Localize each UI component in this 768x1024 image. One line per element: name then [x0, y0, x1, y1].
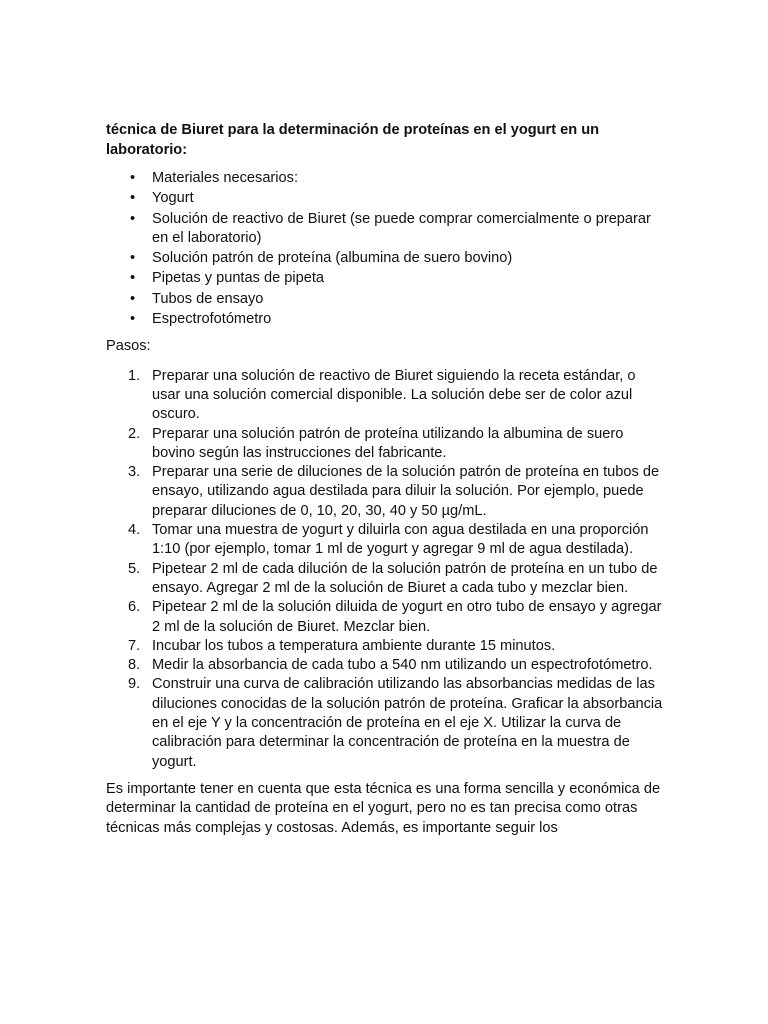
bullet-icon: •: [130, 210, 136, 227]
step-number: 7.: [128, 637, 141, 654]
list-item: [106, 210, 666, 249]
step-item: [106, 425, 666, 464]
step-text: Pipetear 2 ml de la solución diluida de yogurt en otro tubo de ensayo y agregar 2 ml de la solución de Biuret. Mezclar bien.: [152, 599, 662, 635]
list-item-text: Tubos de ensayo: [152, 290, 264, 307]
step-item: [106, 521, 666, 560]
step-number: 2.: [128, 425, 141, 442]
step-text: Medir la absorbancia de cada tubo a 540 nm utilizando un espectrofotómetro.: [152, 657, 653, 674]
list-item: [106, 189, 666, 208]
bullet-icon: •: [130, 290, 136, 307]
list-item: [106, 269, 666, 288]
step-item: [106, 675, 666, 771]
list-item-text: Solución patrón de proteína (albumina de suero bovino): [152, 250, 513, 267]
list-item-text: Espectrofotómetro: [152, 311, 272, 328]
step-number: 1.: [128, 367, 141, 384]
list-item: [106, 310, 666, 329]
step-number: 5.: [128, 560, 141, 577]
step-text: Preparar una solución patrón de proteína utilizando la albumina de suero bovino según las instrucciones del fabricante.: [152, 425, 624, 461]
list-item-text: Solución de reactivo de Biuret (se puede comprar comercialmente o preparar en el laboratorio): [152, 210, 651, 246]
bullet-icon: •: [130, 190, 136, 207]
list-item-text: Pipetas y puntas de pipeta: [152, 270, 325, 287]
steps-list: [106, 367, 666, 772]
list-item: [106, 249, 666, 268]
step-number: 8.: [128, 657, 141, 674]
step-text: Incubar los tubos a temperatura ambiente durante 15 minutos.: [152, 637, 556, 654]
materials-list: [106, 169, 666, 329]
step-item: [106, 463, 666, 521]
bullet-icon: •: [130, 250, 136, 267]
list-item-text: Materiales necesarios:: [152, 170, 299, 186]
step-item: [106, 367, 666, 425]
step-item: [106, 637, 666, 656]
step-number: 6.: [128, 599, 141, 616]
step-text: Preparar una serie de diluciones de la solución patrón de proteína en tubos de ensayo, utilizando agua destilada para diluir la solución. Por ejemplo, puede preparar diluciones de 0, 10, 20, 30, 40 y 50 µg/mL.: [152, 464, 660, 519]
document-page: [106, 121, 666, 838]
bullet-icon: •: [130, 170, 136, 186]
step-text: Preparar una solución de reactivo de Biuret siguiendo la receta estándar, o usar una solución comercial disponible. La solución debe ser de color azul oscuro.: [152, 367, 636, 423]
bullet-icon: •: [130, 270, 136, 287]
list-item: [106, 290, 666, 309]
list-item: [106, 169, 666, 188]
document-title: técnica de Biuret para la determinación de proteínas en el yogurt en un laboratorio:: [106, 122, 600, 158]
list-item-text: Yogurt: [152, 190, 194, 207]
step-number: 4.: [128, 522, 141, 539]
step-item: [106, 598, 666, 637]
bullet-icon: •: [130, 311, 136, 328]
step-item: [106, 656, 666, 675]
step-number: 3.: [128, 464, 141, 481]
step-text: Pipetear 2 ml de cada dilución de la solución patrón de proteína en un tubo de ensayo. Agregar 2 ml de la solución de Biuret a cada tubo y mezclar bien.: [152, 560, 658, 596]
step-text: Construir una curva de calibración utilizando las absorbancias medidas de las diluciones conocidas de la solución patrón de proteína. Graficar la absorbancia en el eje Y y la concentración de proteína en el eje X. Utilizar la curva de calibración para determinar la concentración de proteína en la muestra de yogurt.: [152, 676, 663, 770]
steps-heading: Pasos:: [106, 338, 151, 355]
step-item: [106, 560, 666, 599]
step-number: 9.: [128, 676, 141, 693]
closing-paragraph: Es importante tener en cuenta que esta técnica es una forma sencilla y económica de determinar la cantidad de proteína en el yogurt, pero no es tan precisa como otras técnicas más complejas y costosas. Además, es importante seguir los: [106, 780, 661, 836]
step-text: Tomar una muestra de yogurt y diluirla con agua destilada en una proporción 1:10 (por ejemplo, tomar 1 ml de yogurt y agregar 9 ml de agua destilada).: [152, 522, 649, 558]
